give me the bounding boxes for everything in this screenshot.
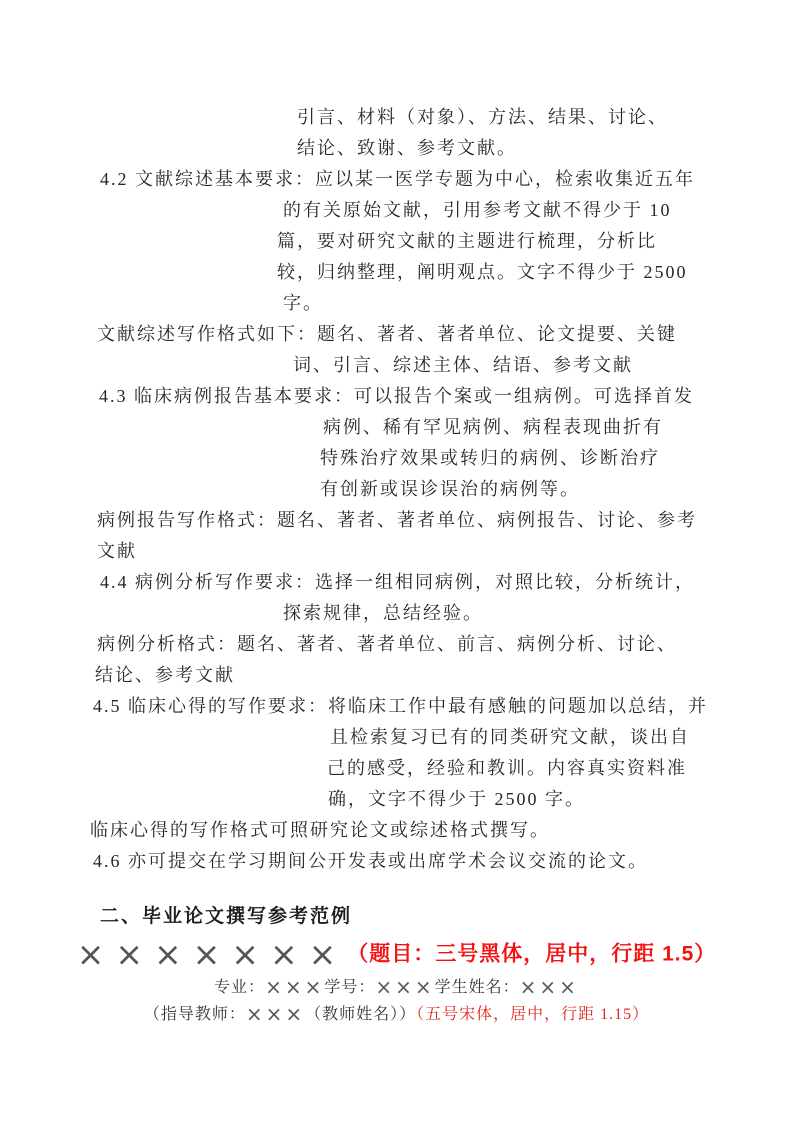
body-line: 且检索复习已有的同类研究文献，谈出自 [330,727,690,747]
body-line: 己的感受，经验和教训。内容真实资料准 [327,758,687,778]
body-line: 文献 [97,541,137,561]
sample-info-line [0,974,793,1001]
sample-advisor-line [0,1001,793,1028]
body-line-item-4-5: 4.5 临床心得的写作要求：将临床工作中最有感触的问题加以总结，并 [93,696,708,716]
sample-title-line [0,934,793,974]
body-line: 病例报告写作格式：题名、著者、著者单位、病例报告、讨论、参考 [97,510,697,530]
advisor-name-label: （教师姓名）） [305,1006,417,1023]
sample-advisor-annotation: （五号宋体，居中，行距 1.15） [416,1006,650,1023]
body-line: 篇，要对研究文献的主题进行梳理，分析比 [277,231,657,251]
body-line: 较，归纳整理，阐明观点。文字不得少于 2500 [277,262,688,282]
body-line-item-4-4: 4.4 病例分析写作要求：选择一组相同病例，对照比较，分析统计， [100,572,695,592]
student-name-label: 学生姓名： [434,979,520,996]
body-line: 特殊治疗效果或转归的病例、诊断治疗 [320,448,660,468]
body-line-item-4-2: 4.2 文献综述基本要求：应以某一医学专题为中心，检索收集近五年 [100,169,695,189]
body-line: 临床心得的写作格式可照研究论文或综述格式撰写。 [90,820,550,840]
major-xmarks: ××× [265,975,325,999]
body-line: 结论、致谢、参考文献。 [297,138,517,158]
body-line: 病例、稀有罕见病例、病程表现曲折有 [323,417,663,437]
body-line: 字。 [283,293,323,313]
body-line: 确，文字不得少于 2500 字。 [328,789,585,809]
section-heading: 二、毕业论文撰写参考范例 [100,906,353,927]
advisor-label: （指导教师： [143,1006,246,1023]
body-line: 结论、参考文献 [95,665,235,685]
sample-title-xmarks: ××××××× [76,934,348,974]
body-line: 引言、材料（对象）、方法、结果、讨论、 [297,107,668,127]
student-name-xmarks: ××× [519,975,579,999]
document-content [0,102,793,1028]
body-line: 的有关原始文献，引用参考文献不得少于 10 [283,200,672,220]
body-line: 词、引言、综述主体、结语、参考文献 [293,355,633,375]
body-line: 有创新或误诊误治的病例等。 [320,479,580,499]
major-label: 专业： [214,979,266,996]
body-line-item-4-6: 4.6 亦可提交在学习期间公开发表或出席学术会议交流的论文。 [93,851,648,871]
sample-title-annotation: （题目：三号黑体，居中，行距 1.5） [347,942,717,966]
body-line: 探索规律，总结经验。 [283,603,483,623]
body-line: 文献综述写作格式如下：题名、著者、著者单位、论文提要、关键 [97,324,677,344]
body-line: 病例分析格式：题名、著者、著者单位、前言、病例分析、讨论、 [97,634,677,654]
body-line-item-4-3: 4.3 临床病例报告基本要求：可以报告个案或一组病例。可选择首发 [99,386,694,406]
student-id-label: 学号： [324,979,376,996]
advisor-xmarks: ××× [245,1002,306,1026]
student-id-xmarks: ××× [375,975,435,999]
